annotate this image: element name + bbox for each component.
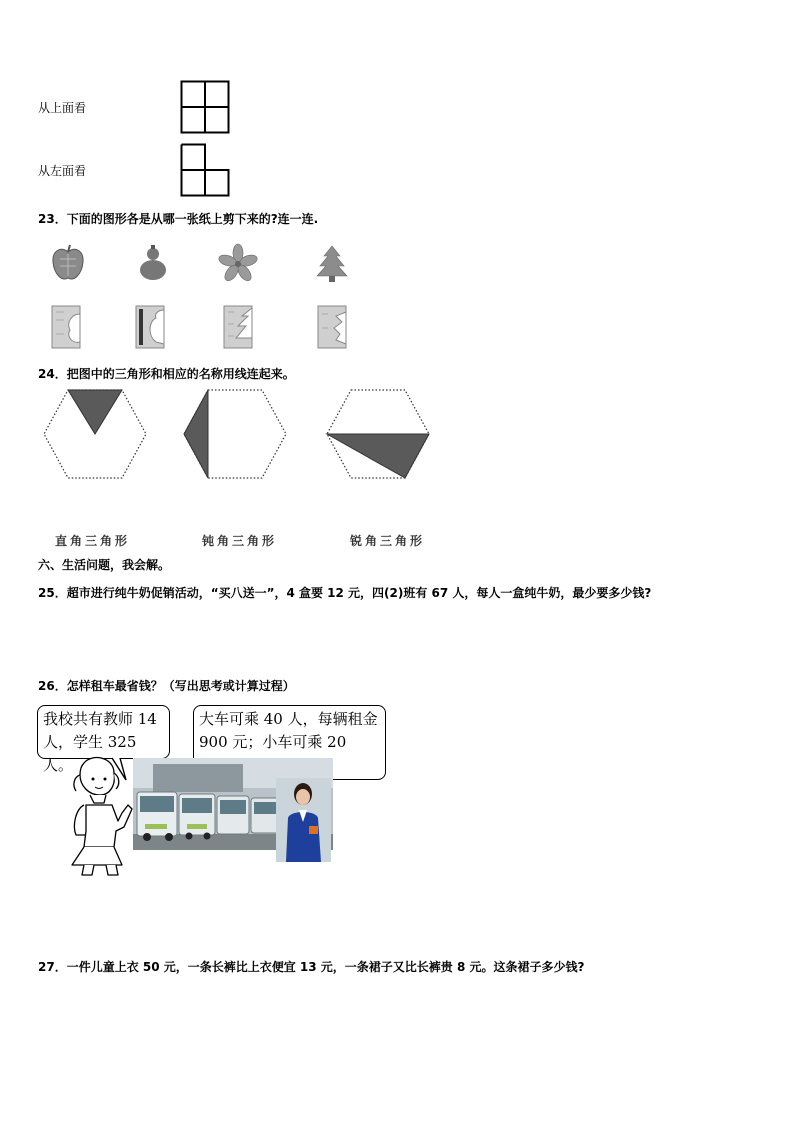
staff-speech-line-1: 大车可乘 40 人，每辆租金 [199, 710, 378, 728]
gourd-shape [135, 244, 171, 284]
q24-text: 24．把图中的三角形和相应的名称用线连起来。 [38, 367, 295, 381]
hexagon-1 [40, 388, 150, 480]
tree-shape [314, 244, 350, 284]
teacher-speech-bubble [37, 705, 170, 774]
teacher-speech-line-2: 人，学生 325 人。 [43, 733, 137, 774]
left-view-grid [180, 143, 230, 197]
q23-text: 23．下面的图形各是从哪一张纸上剪下来的?连一连. [38, 212, 319, 226]
top-view-grid [180, 80, 230, 134]
label-obtuse-triangle: 钝角三角形 [202, 534, 278, 548]
staff-photo [276, 778, 331, 862]
q25-text: 25．超市进行纯牛奶促销活动，“买八送一”，4 盒要 12 元，四(2)班有 67 人，每人一盒纯牛奶，最少要多少钱? [38, 586, 652, 600]
paper-piece-2 [134, 304, 168, 350]
teacher-speech-line-1: 我校共有教师 14 [43, 710, 157, 728]
left-view-label: 从左面看 [38, 164, 87, 178]
q26-text: 26．怎样租车最省钱？（写出思考或计算过程） [38, 679, 295, 693]
apple-shape [50, 244, 86, 284]
label-acute-triangle: 锐角三角形 [350, 534, 426, 548]
hexagon-2 [180, 388, 290, 480]
paper-piece-4 [316, 304, 350, 350]
section6-heading: 六、生活问题，我会解。 [38, 558, 171, 572]
top-view-label: 从上面看 [38, 101, 87, 115]
staff-speech-line-2: 900 元；小车可乘 20 [199, 733, 347, 751]
paper-piece-1 [50, 304, 84, 350]
flower-shape [220, 244, 256, 284]
teacher-cartoon [62, 755, 142, 880]
label-right-triangle: 直角三角形 [55, 534, 131, 548]
q27-text: 27．一件儿童上衣 50 元，一条长裤比上衣便宜 13 元，一条裙子又比长裤贵 8 元。这条裙子多少钱? [38, 960, 585, 974]
hexagon-3 [323, 388, 433, 480]
paper-piece-3 [222, 304, 256, 350]
